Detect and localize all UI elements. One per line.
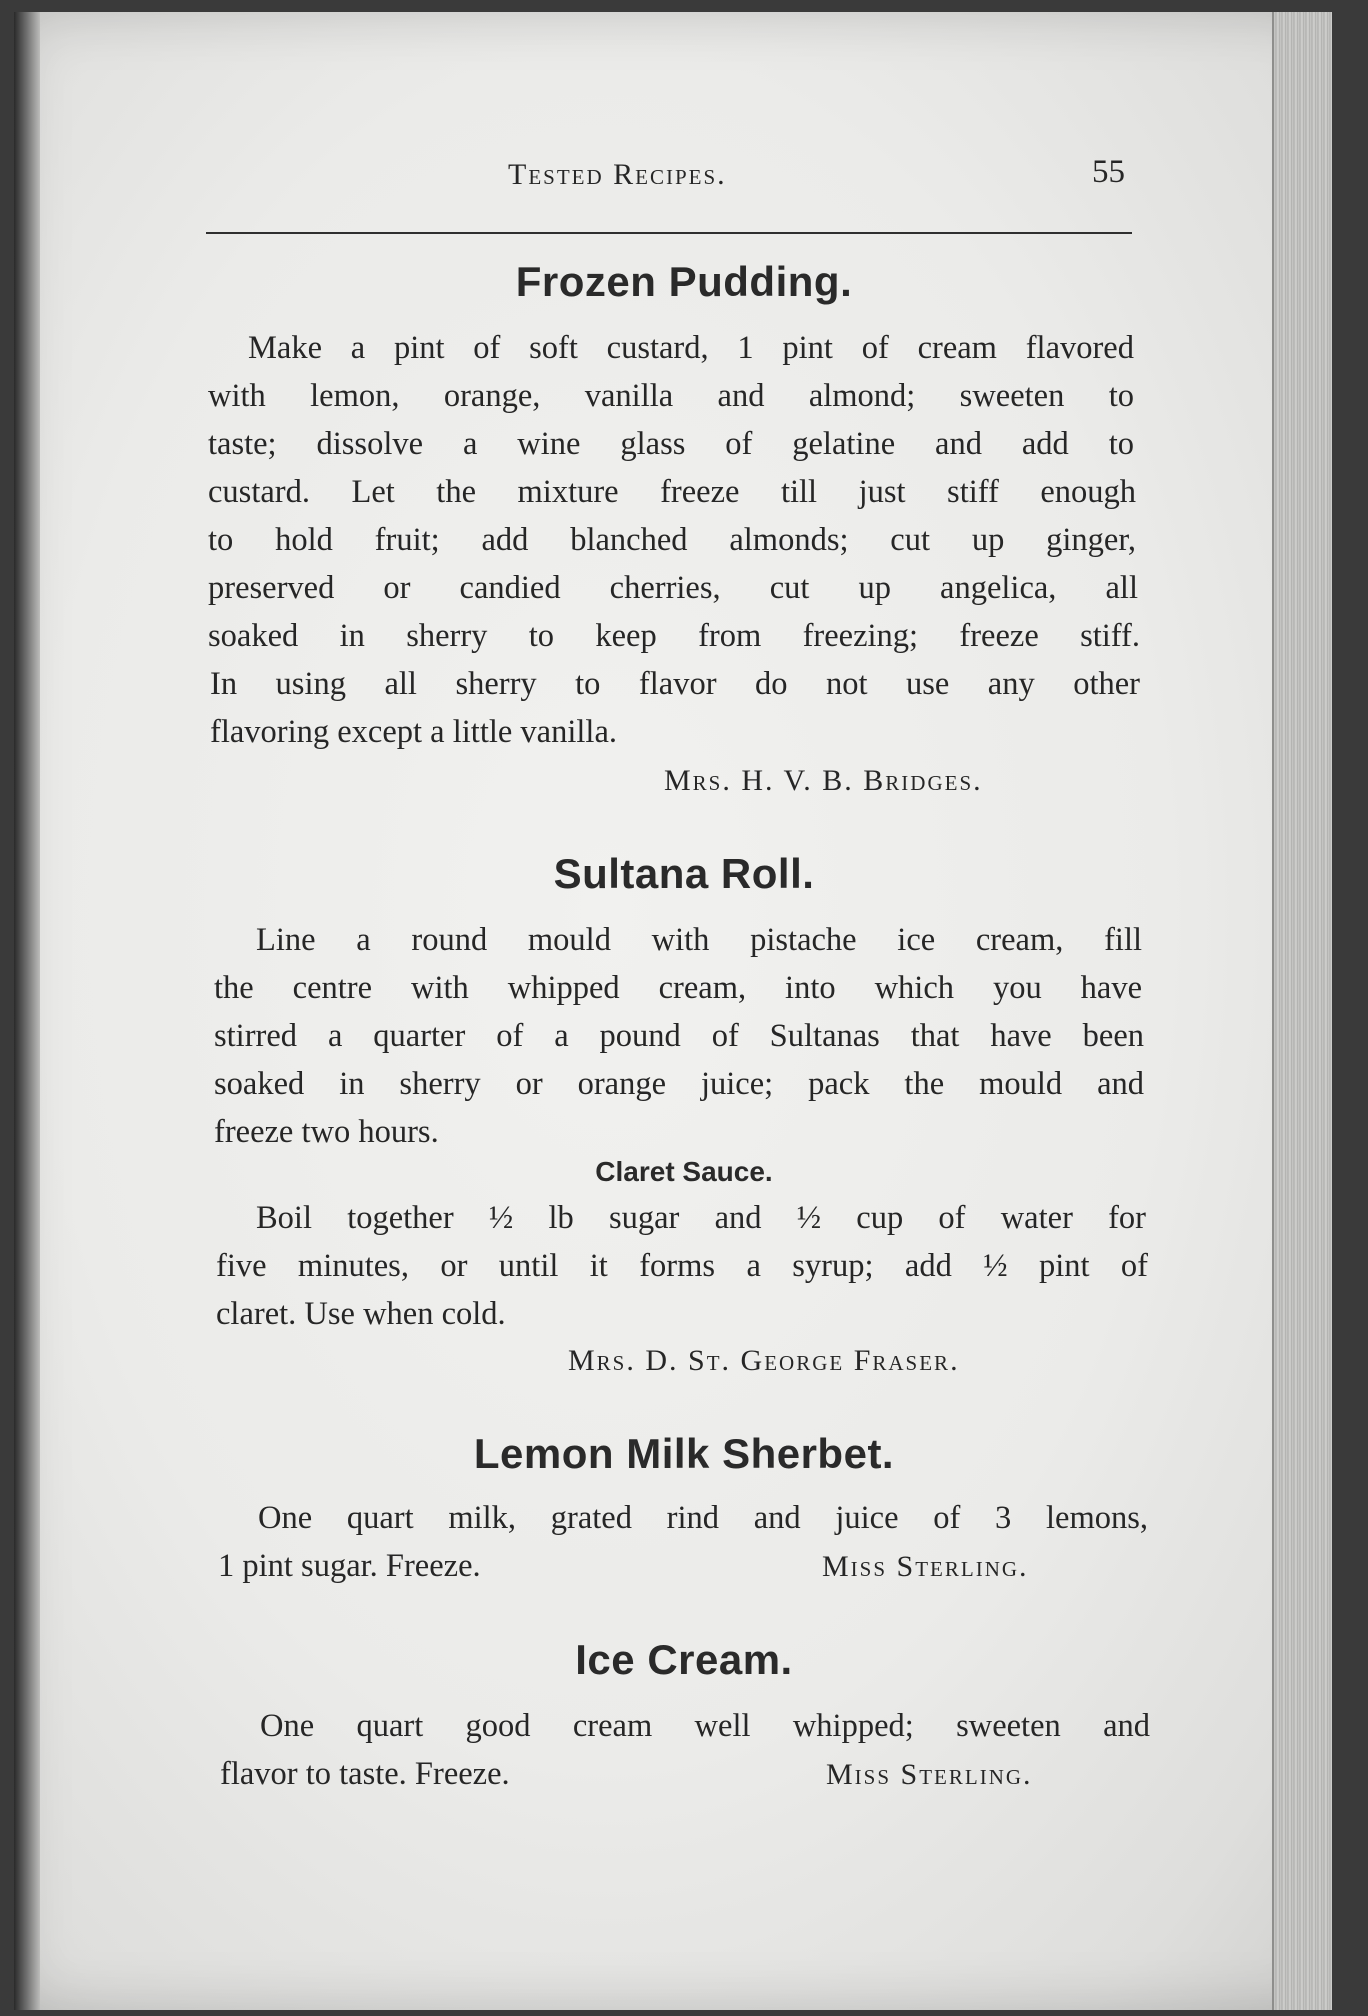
recipe-line: with lemon, orange, vanilla and almond; sweeten to: [208, 378, 1134, 414]
header-rule: [206, 232, 1132, 234]
recipe-line: custard. Let the mixture freeze till just stiff enough: [208, 474, 1136, 510]
recipe-title-sultana-roll: Sultana Roll.: [553, 850, 815, 897]
page-number: 55: [1092, 154, 1125, 190]
recipe-line: soaked in sherry to keep from freezing; freeze stiff.: [208, 618, 1140, 654]
recipe-line: Line a round mould with pistache ice cream, fill: [256, 922, 1142, 958]
recipe-line: Boil together ½ lb sugar and ½ cup of water for: [256, 1200, 1146, 1236]
recipe-line: five minutes, or until it forms a syrup; add ½ pint of: [216, 1248, 1148, 1284]
recipe-line: claret. Use when cold.: [216, 1296, 506, 1332]
recipe-line: taste; dissolve a wine glass of gelatine and add to: [208, 426, 1134, 462]
recipe-title-lemon-milk-sherbet: Lemon Milk Sherbet.: [473, 1430, 895, 1477]
recipe-signature: Mrs. D. St. George Fraser.: [568, 1344, 960, 1377]
recipe-line: stirred a quarter of a pound of Sultanas that have been: [214, 1018, 1144, 1054]
recipe-line: One quart milk, grated rind and juice of 3 lemons,: [258, 1500, 1148, 1536]
recipe-line: flavoring except a little vanilla.: [210, 714, 617, 750]
recipe-line: the centre with whipped cream, into which you have: [214, 970, 1142, 1006]
recipe-signature: Mrs. H. V. B. Bridges.: [664, 764, 983, 797]
recipe-line: freeze two hours.: [214, 1114, 439, 1150]
subrecipe-title-claret-sauce: Claret Sauce.: [595, 1156, 773, 1187]
recipe-signature: Miss Sterling.: [822, 1550, 1029, 1583]
recipe-line: soaked in sherry or orange juice; pack the mould and: [214, 1066, 1144, 1102]
recipe-line: One quart good cream well whipped; sweeten and: [260, 1708, 1150, 1744]
recipe-signature: Miss Sterling.: [826, 1758, 1033, 1791]
recipe-title-frozen-pudding: Frozen Pudding.: [515, 258, 853, 305]
recipe-line: 1 pint sugar. Freeze.: [218, 1548, 481, 1584]
recipe-line: In using all sherry to flavor do not use any other: [210, 666, 1140, 702]
recipe-line: to hold fruit; add blanched almonds; cut up ginger,: [208, 522, 1136, 558]
recipe-line: flavor to taste. Freeze.: [220, 1756, 510, 1792]
recipe-title-ice-cream: Ice Cream.: [575, 1636, 793, 1683]
recipe-line: Make a pint of soft custard, 1 pint of cream flavored: [248, 330, 1134, 366]
running-head: Tested Recipes.: [508, 158, 727, 191]
recipe-line: preserved or candied cherries, cut up angelica, all: [208, 570, 1138, 606]
